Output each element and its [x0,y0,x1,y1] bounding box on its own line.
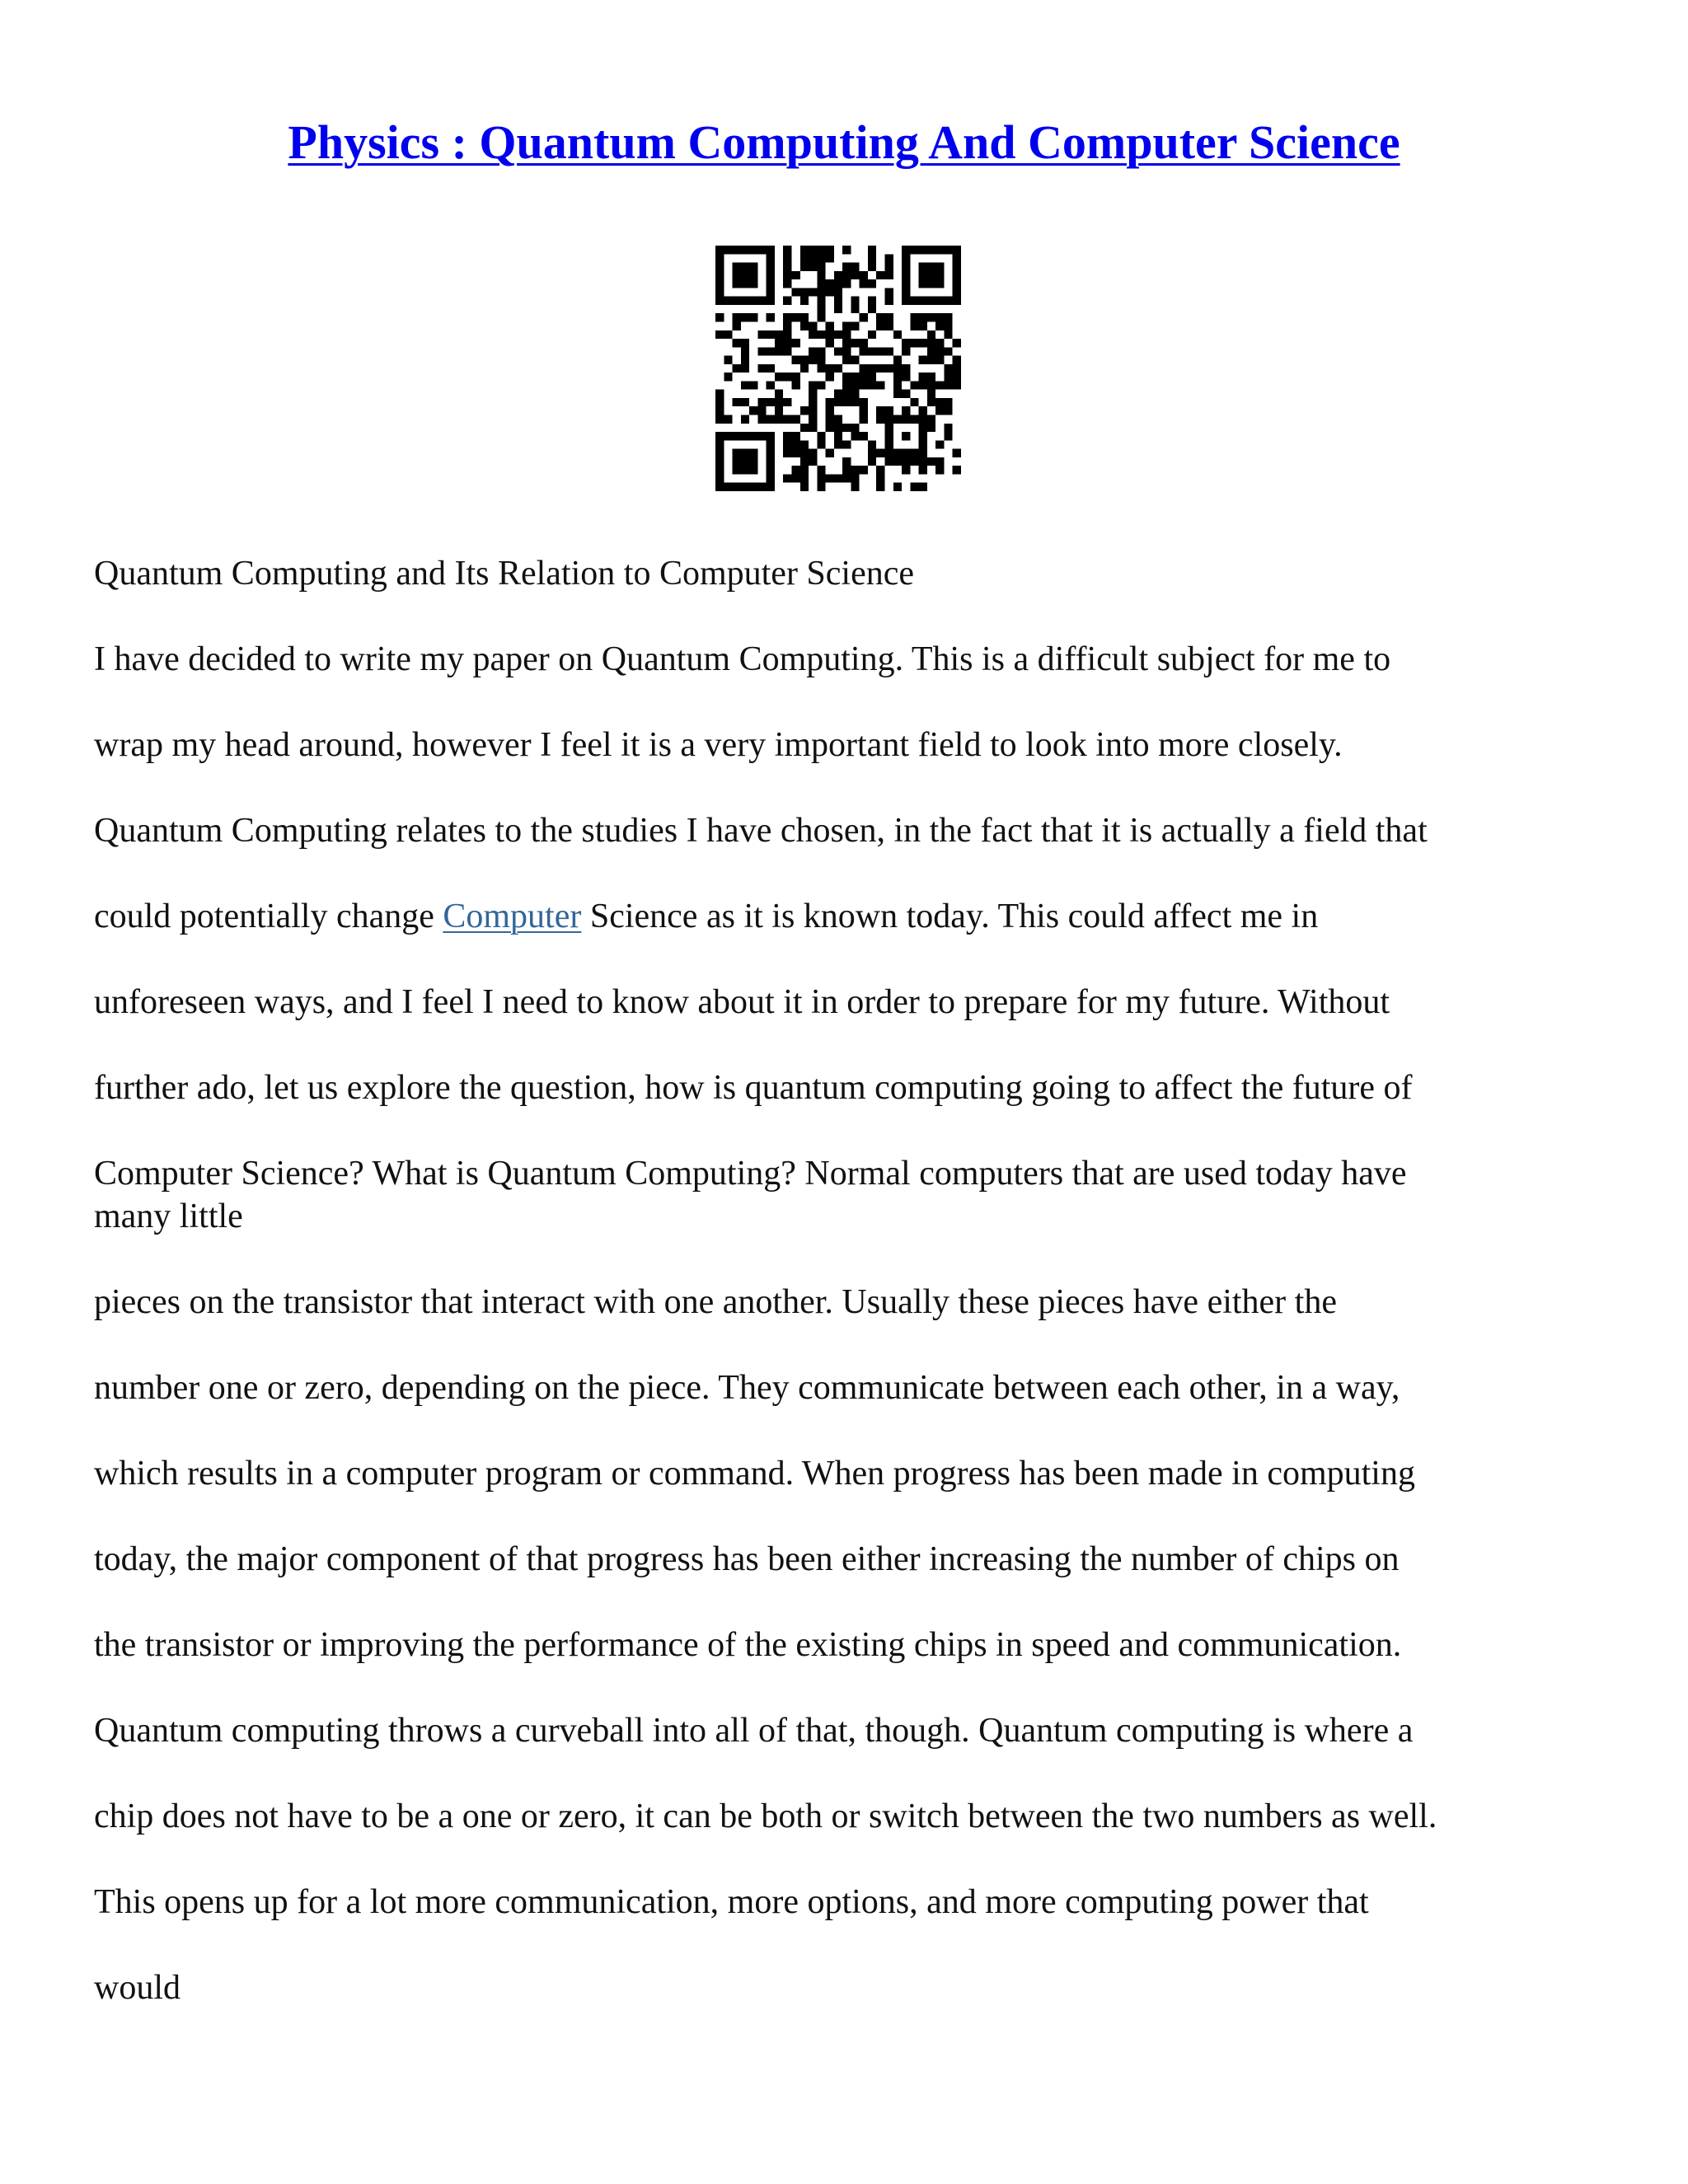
page-title [0,114,1688,171]
paragraph-line: Quantum computing throws a curveball into all of that, though. Quantum computing is where a [94,1712,1414,1750]
line-text: Science as it is known today. This could affect me in [581,898,1319,935]
paragraph-line: This opens up for a lot more communication, more options, and more computing power that [94,1883,1369,1921]
paragraph-line: chip does not have to be a one or zero, it can be both or switch between the two numbers as well. [94,1797,1437,1835]
paragraph-line: many little [94,1197,243,1235]
computer-link[interactable]: Computer [443,898,582,935]
paragraph-line: further ado, let us explore the question, how is quantum computing going to affect the future of [94,1069,1413,1107]
paragraph-line: the transistor or improving the performance of the existing chips in speed and communication. [94,1626,1402,1664]
line-text: could potentially change [94,898,443,935]
subtitle: Quantum Computing and Its Relation to Computer Science [94,555,915,593]
paragraph-line: wrap my head around, however I feel it is a very important field to look into more closely. [94,726,1343,764]
paragraph-line: number one or zero, depending on the piece. They communicate between each other, in a way, [94,1369,1400,1407]
paragraph-line: Quantum Computing relates to the studies I have chosen, in the fact that it is actually a field that [94,812,1428,850]
qr-code-icon [715,246,961,491]
paragraph-line: Computer Science? What is Quantum Computing? Normal computers that are used today have [94,1155,1407,1193]
paragraph-line: which results in a computer program or command. When progress has been made in computing [94,1455,1415,1493]
paragraph-line: unforeseen ways, and I feel I need to know about it in order to prepare for my future. Without [94,983,1390,1021]
title-link[interactable]: Physics : Quantum Computing And Computer Science [288,115,1400,169]
paragraph-line: I have decided to write my paper on Quantum Computing. This is a difficult subject for me to [94,640,1391,678]
paragraph-line: pieces on the transistor that interact with one another. Usually these pieces have either the [94,1283,1337,1321]
paragraph-line [94,895,1318,939]
paragraph-line: would [94,1969,181,2007]
paragraph-line: today, the major component of that progress has been either increasing the number of chips on [94,1540,1400,1578]
